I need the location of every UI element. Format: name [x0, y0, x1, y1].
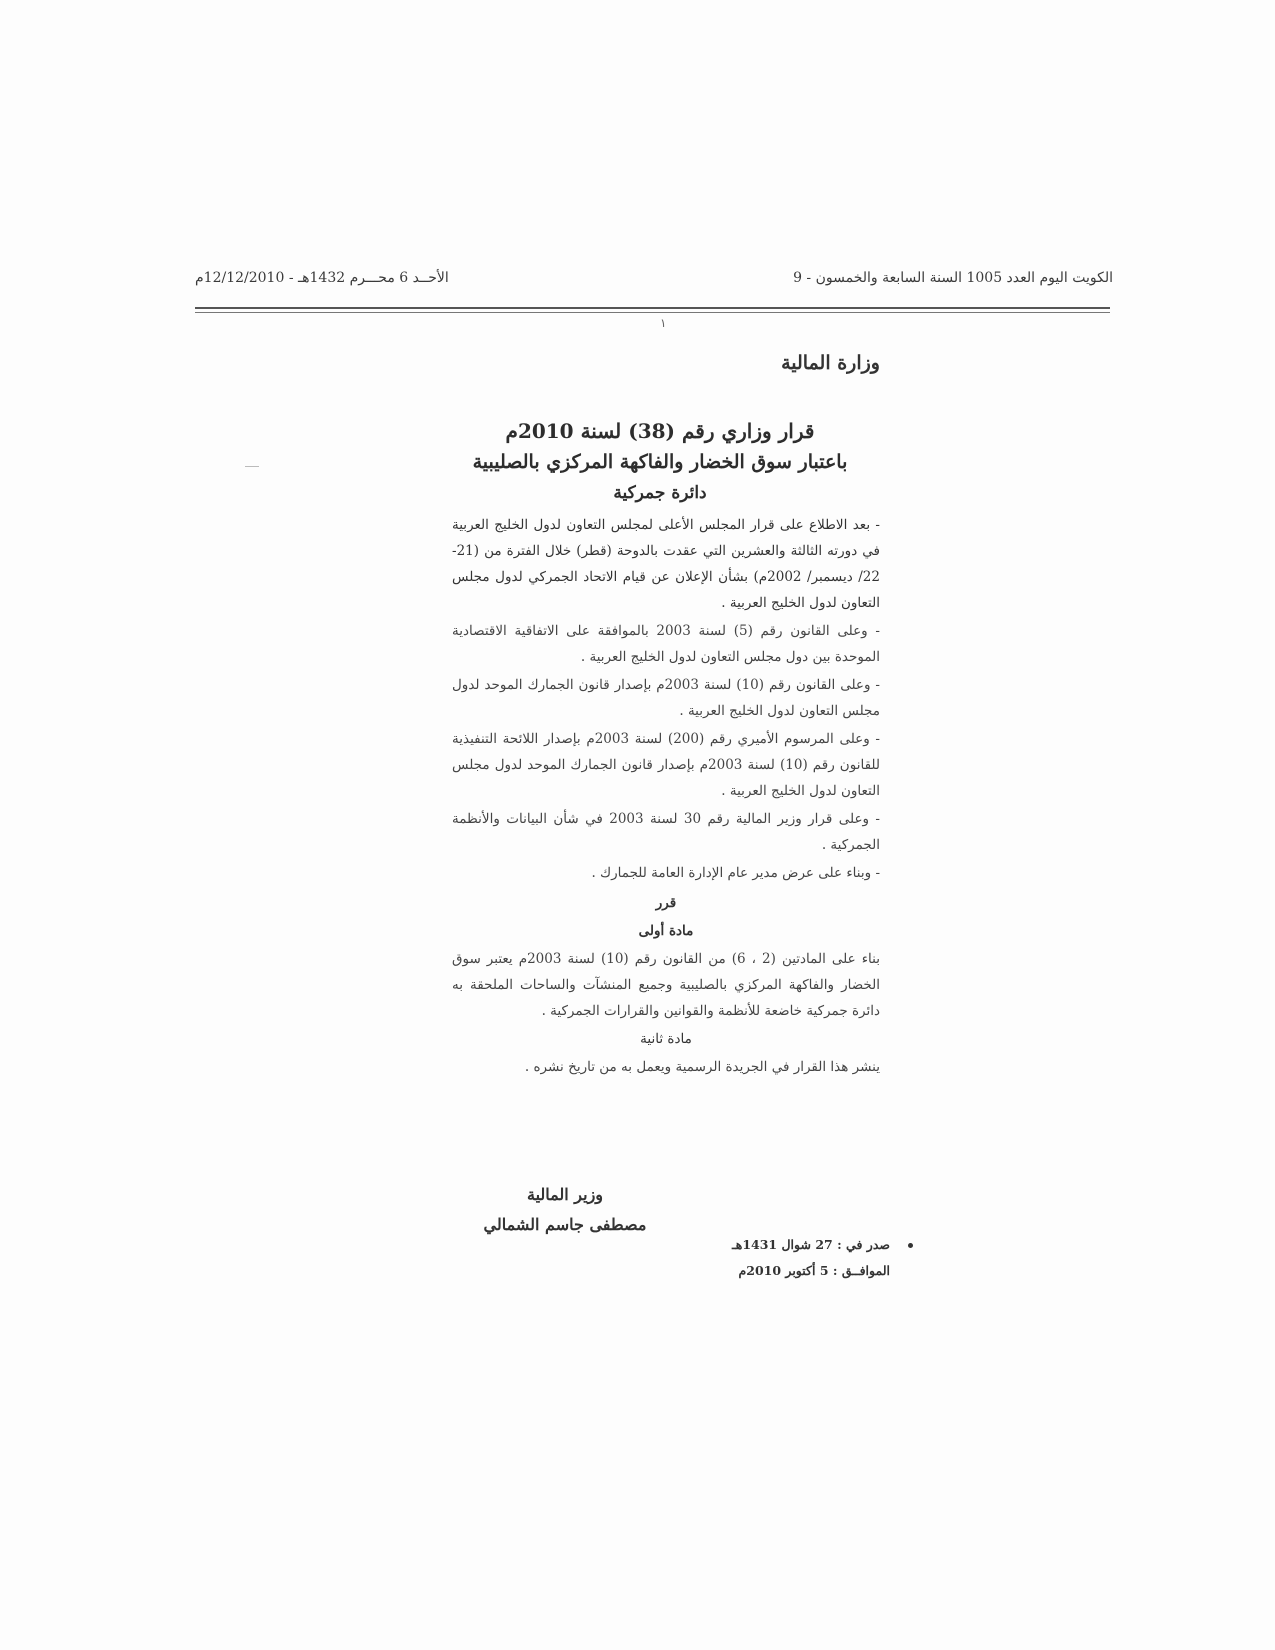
- decision-subject-cont: دائرة جمركية: [613, 483, 707, 503]
- signatory-name: مصطفى جاسم الشمالي: [483, 1215, 647, 1234]
- issued-date: صدر في : 27 شوال 1431هـ: [732, 1237, 890, 1252]
- preamble-paragraph: - وعلى القانون رقم (5) لسنة 2003 بالموافقة على الاتفاقية الاقتصادية الموحدة بين دول مجلس التعاون لدول الخليج العربية .: [452, 623, 880, 665]
- decision-title-block: [440, 416, 880, 508]
- preamble-paragraph: - بعد الاطلاع على قرار المجلس الأعلى لمجلس التعاون لدول الخليج العربية في دورته الثالثة والعشرين التي عقدت بالدوحة (قطر) خلال الفترة من (21-22/ ديسمبر/ 2002م) بشأن الإعلان عن قيام الاتحاد الجمركي لدول مجلس التعاون لدول الخليج العربية .: [452, 517, 880, 611]
- article-2-text: ينشر هذا القرار في الجريدة الرسمية ويعمل به من تاريخ نشره .: [524, 1059, 880, 1075]
- corresponding-date: الموافــق : 5 أكتوبر 2010م: [738, 1263, 890, 1278]
- header-date: الأحــد 6 محـــرم 1432هـ - 12/12/2010م: [195, 270, 449, 286]
- page-mark: ١: [660, 316, 667, 330]
- decision-title: قرار وزاري رقم (38) لسنة 2010م: [505, 419, 815, 443]
- header-issue-info: الكويت اليوم العدد 1005 السنة السابعة والخمسون - 9: [793, 270, 1113, 286]
- preamble-paragraph: - وعلى القانون رقم (10) لسنة 2003م بإصدار قانون الجمارك الموحد لدول مجلس التعاون لدول الخليج العربية .: [452, 677, 880, 719]
- article-1-title: مادة أولى: [638, 923, 694, 939]
- preamble-paragraph: - وعلى المرسوم الأميري رقم (200) لسنة 2003م بإصدار اللائحة التنفيذية للقانون رقم (10) لسنة 2003م بإصدار قانون الجمارك الموحد لدول مجلس التعاون لدول الخليج العربية .: [452, 731, 880, 799]
- article-2-title: مادة ثانية: [640, 1031, 692, 1047]
- header-rule-thin: [195, 312, 1110, 313]
- bullet-mark: [908, 1243, 913, 1248]
- scan-speck: [245, 466, 259, 467]
- ministry-heading: وزارة المالية: [781, 352, 880, 374]
- decision-subject: باعتبار سوق الخضار والفاكهة المركزي بالصليبية: [472, 451, 848, 473]
- preamble-paragraph: - وعلى قرار وزير المالية رقم 30 لسنة 2003 في شأن البيانات والأنظمة الجمركية .: [452, 811, 880, 853]
- signatory-role: وزير المالية: [526, 1185, 604, 1204]
- signature-block: [475, 1180, 655, 1240]
- decision-body: [452, 512, 880, 1082]
- preamble-paragraph: - وبناء على عرض مدير عام الإدارة العامة للجمارك .: [591, 865, 880, 881]
- article-1-text: بناء على المادتين (2 ، 6) من القانون رقم (10) لسنة 2003م يعتبر سوق الخضار والفاكهة المركزي بالصليبية وجميع المنشآت والساحات الملحقة به دائرة جمركية خاضعة للأنظمة والقوانين والقرارات الجمركية .: [452, 951, 880, 1019]
- issue-dates: [720, 1232, 890, 1284]
- header-rule-thick: [195, 307, 1110, 309]
- decree-word: قرر: [655, 895, 677, 911]
